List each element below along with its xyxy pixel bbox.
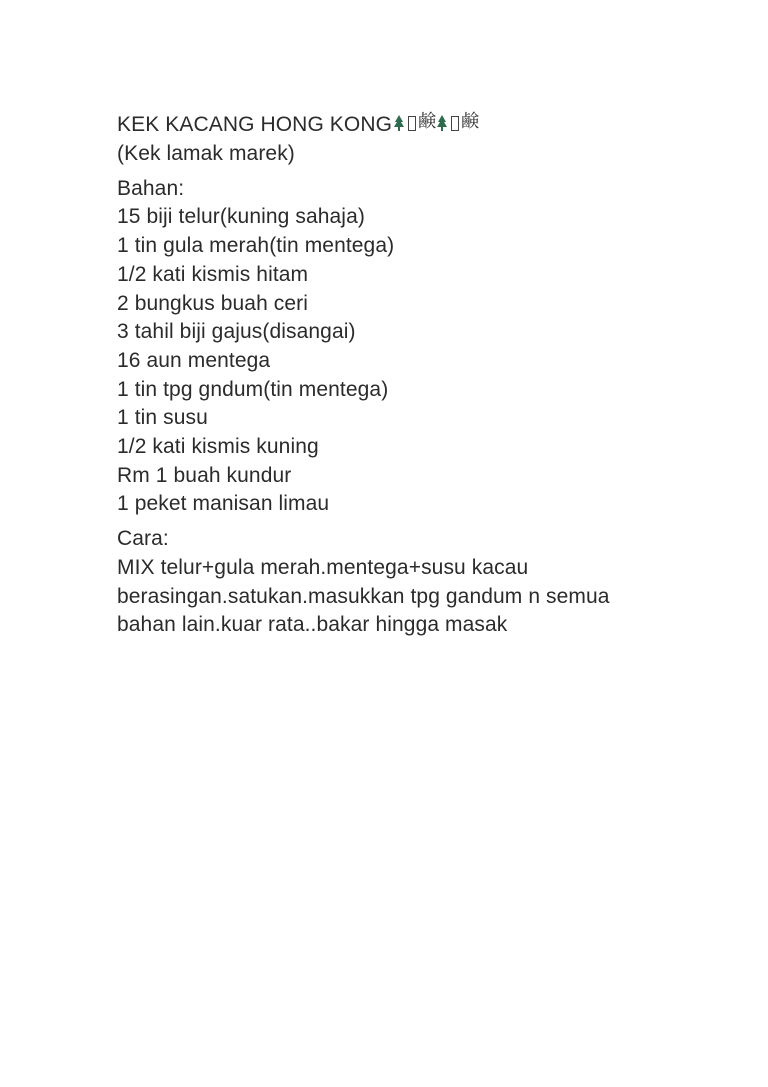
recipe-title: KEK KACANG HONG KONG [117,113,393,137]
ingredient-item: 15 biji telur(kuning sahaja) [117,205,365,229]
ingredient-item: 1 tin susu [117,406,208,430]
recipe-title-row [117,108,737,140]
title-han-glyph: 鹸 [418,111,437,132]
ingredient-item: 2 bungkus buah ceri [117,291,309,315]
ingredient-item: 1/2 kati kismis hitam [117,262,309,286]
method-heading: Cara: [117,527,169,551]
ingredient-item: 1 tin gula merah(tin mentega) [117,234,395,258]
method-line: bahan lain.kuar rata..bakar hingga masak [117,613,508,637]
ingredients-list [117,203,737,519]
title-han-glyph: 鹸 [461,111,480,132]
ingredient-item: 1/2 kati kismis kuning [117,435,319,459]
title-glyphs [393,108,479,137]
missing-glyph-icon [408,116,416,131]
recipe-content [117,108,737,640]
missing-glyph-icon [451,116,459,131]
method-text [117,554,737,640]
recipe-subtitle: (Kek lamak marek) [117,142,295,166]
tree-icon [393,114,405,132]
ingredients-heading: Bahan: [117,176,185,200]
ingredient-item: 1 peket manisan limau [117,492,330,516]
method-line: MIX telur+gula merah.mentega+susu kacau [117,555,529,579]
ingredient-item: 3 tahil biji gajus(disangai) [117,320,356,344]
ingredient-item: Rm 1 buah kundur [117,463,292,487]
tree-icon [436,114,448,132]
ingredient-item: 1 tin tpg gndum(tin mentega) [117,377,389,401]
ingredient-item: 16 aun mentega [117,348,271,372]
method-line: berasingan.satukan.masukkan tpg gandum n semua [117,584,610,608]
